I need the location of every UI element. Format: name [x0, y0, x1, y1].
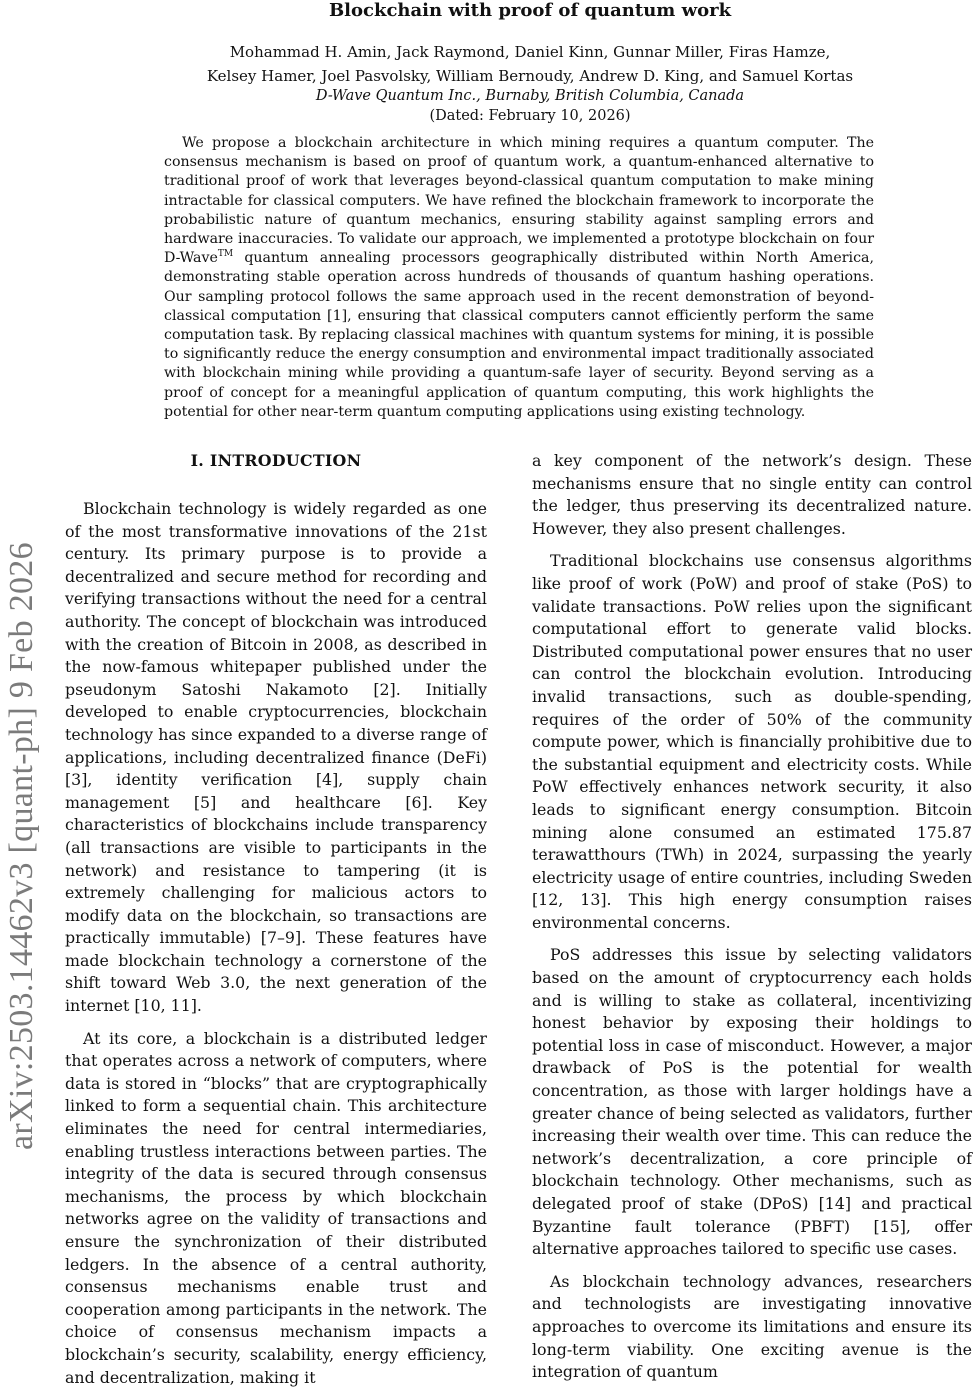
paper-title: Blockchain with proof of quantum work: [328, 0, 732, 21]
authors-line-1: Mohammad H. Amin, Jack Raymond, Daniel Kinn, Gunnar Miller, Firas Hamze,: [229, 43, 831, 61]
authors-line-2: Kelsey Hamer, Joel Pasvolsky, William Bernoudy, Andrew D. King, and Samuel Kortas: [206, 67, 854, 85]
body-paragraph: PoS addresses this issue by selecting validators based on the amount of cryptocurrency each holds and is willing to stake as collateral, incentivizing honest behavior by exposing their holdings to potential loss in case of misconduct. However, a major drawback of PoS is the potential for wealth concentration, as those with larger holdings have a greater chance of being selected as validators, further increasing their wealth over time. This can reduce the network’s decentralization, a core principle of blockchain technology. Other mechanisms, such as delegated proof of stake (DPoS) [14] and practical Byzantine fault tolerance (PBFT) [15], offer alternative approaches tailored to specific use cases.: [532, 945, 972, 1259]
date-line: (Dated: February 10, 2026): [429, 108, 631, 124]
affiliation: D-Wave Quantum Inc., Burnaby, British Columbia, Canada: [315, 88, 745, 104]
abstract: [164, 134, 874, 422]
arxiv-sidebar: [0, 280, 44, 1180]
body-paragraph: As blockchain technology advances, researchers and technologists are investigating innovative approaches to overcome its limitations and ensure its long-term viability. One exciting avenue is the integration of quantum: [532, 1271, 972, 1382]
body-paragraph: At its core, a blockchain is a distributed ledger that operates across a network of computers, where data is stored in “blocks” that are cryptographically linked to form a sequential chain. This architecture eliminates the need for central intermediaries, enabling trustless interactions between parties. The integrity of the data is secured through consensus mechanisms, the process by which blockchain networks agree on the validity of transactions and ensure the synchronization of their distributed ledgers. In the absence of a central authority, consensus mechanisms enable trust and cooperation among participants in the network. The choice of consensus mechanism impacts a blockchain’s security, scalability, energy efficiency, and decentralization, making it: [65, 1028, 487, 1387]
right-column: [532, 450, 972, 1394]
abstract-text-1: We propose a blockchain architecture in which mining requires a quantum computer. The consensus mechanism is based on proof of quantum work, a quantum-enhanced alternative to traditional proof of work that leverages beyond-classical quantum computation to make mining intractable for classical computers. We have refined the blockchain framework to incorporate the probabilistic nature of quantum mechanics, ensuring stability against sampling errors and hardware inaccuracies. To validate our approach, we implemented a prototype blockchain on four D-Wave: [164, 135, 874, 267]
author-list: [60, 40, 973, 88]
arxiv-identifier: arXiv:2503.14462v3 [quant-ph] 9 Feb 2026: [3, 542, 40, 1150]
body-paragraph: Traditional blockchains use consensus algorithms like proof of work (PoW) and proof of stake (PoS) to validate transactions. PoW relies upon the significant computational effort to generate valid blocks. Distributed computational power ensures that no user can control the blockchain evolution. Introducing invalid transactions, such as double-spending, requires of the order of 50% of the community compute power, which is financially prohibitive due to the substantial equipment and electricity costs. While PoW effectively enhances network security, it also leads to significant energy consumption. Bitcoin mining alone consumed an estimated 175.87 terawatthours (TWh) in 2024, surpassing the yearly electricity usage of entire countries, including Sweden [12, 13]. This high energy consumption raises environmental concerns.: [532, 551, 972, 932]
body-paragraph-continued: a key component of the network’s design. These mechanisms ensure that no single entity can control the ledger, thus preserving its decentralized nature. However, they also present challenges.: [532, 451, 972, 538]
abstract-text-2: quantum annealing processors geographically distributed within North America, demonstrating stable operation across hundreds of thousands of quantum hashing operations. Our sampling protocol follows the same approach used in the recent demonstration of beyond-classical computation [1], ensuring that classical computers cannot efficiently perform the same computation task. By replacing classical machines with quantum systems for mining, it is possible to significantly reduce the energy consumption and environmental impact traditionally associated with blockchain mining while providing a quantum-safe layer of security. Beyond serving as a proof of concept for a meaningful application of quantum computing, this work highlights the potential for other near-term quantum computing applications using existing technology.: [164, 250, 874, 420]
trademark-mark: TM: [217, 249, 234, 260]
body-paragraph: Blockchain technology is widely regarded as one of the most transformative innovations of the 21st century. Its primary purpose is to provide a decentralized and secure method for recording and verifying transactions without the need for a central authority. The concept of blockchain was introduced with the creation of Bitcoin in 2008, as described in the now-famous whitepaper published under the pseudonym Satoshi Nakamoto [2]. Initially developed to enable cryptocurrencies, blockchain technology has since expanded to a diverse range of applications, including decentralized finance (DeFi) [3], identity verification [4], supply chain management [5] and healthcare [6]. Key characteristics of blockchains include transparency (all transactions are visible to participants in the network) and resistance to tampering (it is extremely challenging for malicious actors to modify data on the blockchain, so transactions are practically immutable) [7–9]. These features have made blockchain technology a cornerstone of the shift toward Web 3.0, the next generation of the internet [10, 11].: [65, 499, 487, 1016]
left-column: [65, 446, 487, 1399]
section-heading-introduction: I. INTRODUCTION: [190, 451, 362, 470]
